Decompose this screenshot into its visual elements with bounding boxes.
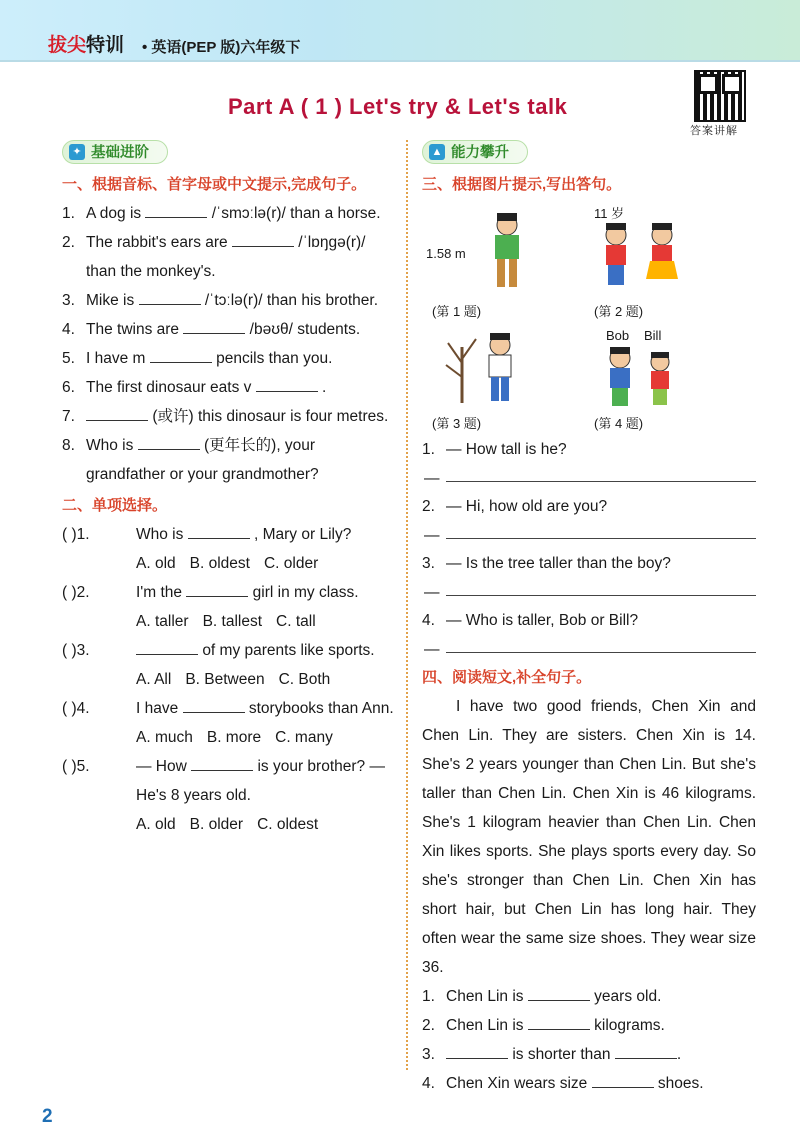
question-text: Who is — [136, 526, 184, 543]
question-text: (或许) this dinosaur is four metres. — [152, 408, 389, 425]
mc-option[interactable]: C. oldest — [257, 816, 319, 833]
question-number: 4. — [422, 1075, 435, 1092]
question-text: Mike is — [86, 292, 135, 309]
question-item — [62, 199, 396, 228]
answer-bracket[interactable]: ( )5. — [62, 758, 90, 775]
fill-blank-list — [62, 199, 396, 489]
runner-icon: ✦ — [69, 144, 85, 160]
answer-dash: — — [424, 641, 440, 658]
question-text: years old. — [594, 988, 662, 1005]
mc-option[interactable]: C. many — [275, 729, 333, 746]
question-text: kilograms. — [594, 1017, 665, 1034]
mc-options — [62, 549, 396, 578]
height-label: 1.58 m — [426, 246, 466, 261]
question-text: Chen Lin is — [446, 988, 524, 1005]
question-item — [62, 315, 396, 344]
question-text: Who is — [86, 437, 134, 454]
section-heading-4: 四、阅读短文,补全句子。 — [422, 669, 592, 686]
question-text: storybooks than Ann. — [248, 700, 394, 717]
mc-question — [62, 694, 396, 723]
question-text: . — [676, 1046, 682, 1063]
section-heading-3: 三、根据图片提示,写出答句。 — [422, 176, 622, 193]
question-number: 8. — [62, 437, 75, 454]
tree-and-boy-icon — [438, 333, 538, 405]
mc-option[interactable]: B. oldest — [189, 555, 250, 572]
question-number: 3. — [422, 555, 435, 572]
mc-options — [62, 723, 396, 752]
column-divider — [406, 140, 408, 1070]
question-text: — How tall is he? — [446, 441, 567, 458]
question-number: 1. — [422, 441, 435, 458]
question-text: shoes. — [657, 1075, 704, 1092]
answer-bracket[interactable]: ( )1. — [62, 526, 90, 543]
picture-answer-list — [422, 435, 756, 658]
answer-line[interactable] — [424, 578, 756, 601]
question-text: is your brother? — He's 8 years old. — [136, 758, 385, 804]
question-text: — Who is taller, Bob or Bill? — [446, 612, 639, 629]
figure-4-caption: (第 4 题) — [594, 416, 644, 431]
answer-blank[interactable] — [615, 1041, 677, 1059]
picture-prompts — [422, 199, 756, 435]
mc-option[interactable]: B. Between — [185, 671, 265, 688]
question-text: A dog is — [86, 205, 142, 222]
answer-blank — [183, 695, 245, 713]
question-text: — Hi, how old are you? — [446, 498, 608, 515]
answer-blank — [186, 579, 248, 597]
answer-blank — [191, 753, 253, 771]
answer-dash: — — [424, 527, 440, 544]
answer-blank[interactable] — [528, 983, 590, 1001]
question-text: Chen Lin is — [446, 1017, 524, 1034]
answer-line[interactable] — [424, 521, 756, 544]
question-text: — How — [136, 758, 187, 775]
subject-label: • 英语(PEP 版)六年级下 — [142, 39, 301, 56]
mc-option[interactable]: C. older — [263, 555, 319, 572]
question-item — [62, 373, 396, 402]
right-column — [422, 138, 756, 1098]
question-text: pencils than you. — [216, 350, 333, 367]
multiple-choice-list — [62, 520, 396, 839]
mc-options — [62, 607, 396, 636]
question-text: Chen Xin wears size — [446, 1075, 588, 1092]
answer-blank — [188, 521, 250, 539]
question-number: 6. — [62, 379, 75, 396]
question-text: — Is the tree taller than the boy? — [446, 555, 671, 572]
mc-option[interactable]: A. All — [136, 671, 172, 688]
bob-and-bill-icon — [602, 347, 682, 407]
question-text: , Mary or Lily? — [254, 526, 352, 543]
left-column — [62, 138, 396, 839]
question-text: . — [322, 379, 327, 396]
answer-blank[interactable] — [183, 316, 245, 334]
page-number: 2 — [42, 1106, 53, 1127]
question-number: 4. — [62, 321, 75, 338]
question-item — [62, 431, 396, 489]
answer-dash: — — [424, 584, 440, 601]
picture-question — [422, 435, 756, 464]
question-number: 3. — [62, 292, 75, 309]
bill-label: Bill — [644, 328, 662, 343]
question-text: I'm the — [136, 584, 183, 601]
question-number: 1. — [62, 205, 75, 222]
question-text: (更年长的), your grandfather or your grandmother? — [86, 437, 319, 483]
mc-option[interactable]: C. tall — [276, 613, 316, 630]
question-number: 2. — [422, 1017, 435, 1034]
question-item — [62, 402, 396, 431]
answer-blank[interactable] — [86, 403, 148, 421]
question-item — [62, 228, 396, 286]
answer-blank[interactable] — [232, 229, 294, 247]
mc-question — [62, 578, 396, 607]
reading-passage: I have two good friends, Chen Xin and Chen Lin. They are sisters. Chen Xin is 14. She's 2 years younger than Chen Lin. But she's taller than Chen Lin. Chen Xin is 46 kilograms. She's 1 kilogram heavier than Chen Lin. Chen Xin likes sports. She plays sports every day. So she's stronger than Chen Lin. Chen Xin has short hair, but Chen Lin has long hair. They often wear the same size shoes. They wear size 36. — [422, 698, 756, 976]
mc-option[interactable]: A. old — [136, 816, 176, 833]
question-number: 3. — [422, 1046, 435, 1063]
reading-blank-list — [422, 982, 756, 1098]
page-title: Part A ( 1 ) Let's try & Let's talk — [228, 94, 568, 119]
answer-blank[interactable] — [145, 200, 207, 218]
reading-question — [422, 982, 756, 1011]
answer-blank[interactable] — [256, 374, 318, 392]
mc-option[interactable]: B. older — [189, 816, 244, 833]
answer-blank[interactable] — [150, 345, 212, 363]
question-text: /ˈtɔːlə(r)/ than his brother. — [204, 292, 379, 309]
reading-question — [422, 1069, 756, 1098]
picture-question — [422, 492, 756, 521]
picture-question — [422, 606, 756, 635]
question-text: is shorter than — [512, 1046, 611, 1063]
answer-blank[interactable] — [528, 1012, 590, 1030]
age-label: 11 岁 — [594, 206, 625, 221]
question-text: I have m — [86, 350, 146, 367]
answer-blank[interactable] — [446, 1041, 508, 1059]
mc-question — [62, 752, 396, 810]
figure-2-caption: (第 2 题) — [594, 304, 644, 319]
mc-option[interactable]: C. Both — [278, 671, 331, 688]
answer-bracket[interactable]: ( )3. — [62, 642, 90, 659]
section-heading-1: 一、根据音标、首字母或中文提示,完成句子。 — [62, 176, 367, 193]
picture-question — [422, 549, 756, 578]
mc-options — [62, 810, 396, 839]
question-text: The twins are — [86, 321, 180, 338]
mc-question — [62, 520, 396, 549]
mc-option[interactable]: B. more — [206, 729, 262, 746]
mc-option[interactable]: A. taller — [136, 613, 189, 630]
qr-code-icon[interactable] — [694, 70, 746, 122]
question-text: I have — [136, 700, 179, 717]
section-tag-advanced: ▲ 能力攀升 — [422, 140, 528, 164]
answer-blank[interactable] — [138, 432, 200, 450]
question-text: The rabbit's ears are — [86, 234, 228, 251]
answer-blank[interactable] — [139, 287, 201, 305]
figure-1-caption: (第 1 题) — [432, 304, 482, 319]
answer-line[interactable] — [424, 464, 756, 487]
question-number: 2. — [422, 498, 435, 515]
answer-dash: — — [424, 470, 440, 487]
tall-boy-icon — [482, 213, 532, 291]
question-text: /ˈsmɔːlə(r)/ than a horse. — [211, 205, 381, 222]
answer-bracket[interactable]: ( )2. — [62, 584, 90, 601]
question-text: /ˈlɒŋgə(r)/ than the monkey's. — [86, 234, 366, 280]
bob-label: Bob — [606, 328, 630, 343]
two-children-icon — [596, 223, 686, 289]
section-heading-2: 二、单项选择。 — [62, 497, 168, 514]
question-text: girl in my class. — [252, 584, 359, 601]
question-number: 1. — [422, 988, 435, 1005]
mc-option[interactable]: A. old — [136, 555, 176, 572]
question-text: of my parents like sports. — [202, 642, 375, 659]
answer-bracket[interactable]: ( )4. — [62, 700, 90, 717]
question-number: 5. — [62, 350, 75, 367]
section-tag-basic: ✦ 基础进阶 — [62, 140, 168, 164]
header-bar — [0, 0, 800, 62]
question-number: 2. — [62, 234, 75, 251]
reading-question — [422, 1040, 756, 1069]
answer-blank[interactable] — [592, 1070, 654, 1088]
question-text: /bəʊθ/ students. — [249, 321, 361, 338]
question-item — [62, 344, 396, 373]
mc-option[interactable]: B. tallest — [202, 613, 263, 630]
question-text: The first dinosaur eats v — [86, 379, 252, 396]
figure-3-caption: (第 3 题) — [432, 416, 482, 431]
brand-logo: 拔尖特训 — [48, 35, 125, 56]
question-number: 4. — [422, 612, 435, 629]
reading-question — [422, 1011, 756, 1040]
mc-options — [62, 665, 396, 694]
answer-blank — [136, 637, 198, 655]
mc-question — [62, 636, 396, 665]
qr-label: 答案讲解 — [690, 125, 738, 137]
question-number: 7. — [62, 408, 75, 425]
question-item — [62, 286, 396, 315]
climb-icon: ▲ — [429, 144, 445, 160]
answer-line[interactable] — [424, 635, 756, 658]
mc-option[interactable]: A. much — [136, 729, 193, 746]
